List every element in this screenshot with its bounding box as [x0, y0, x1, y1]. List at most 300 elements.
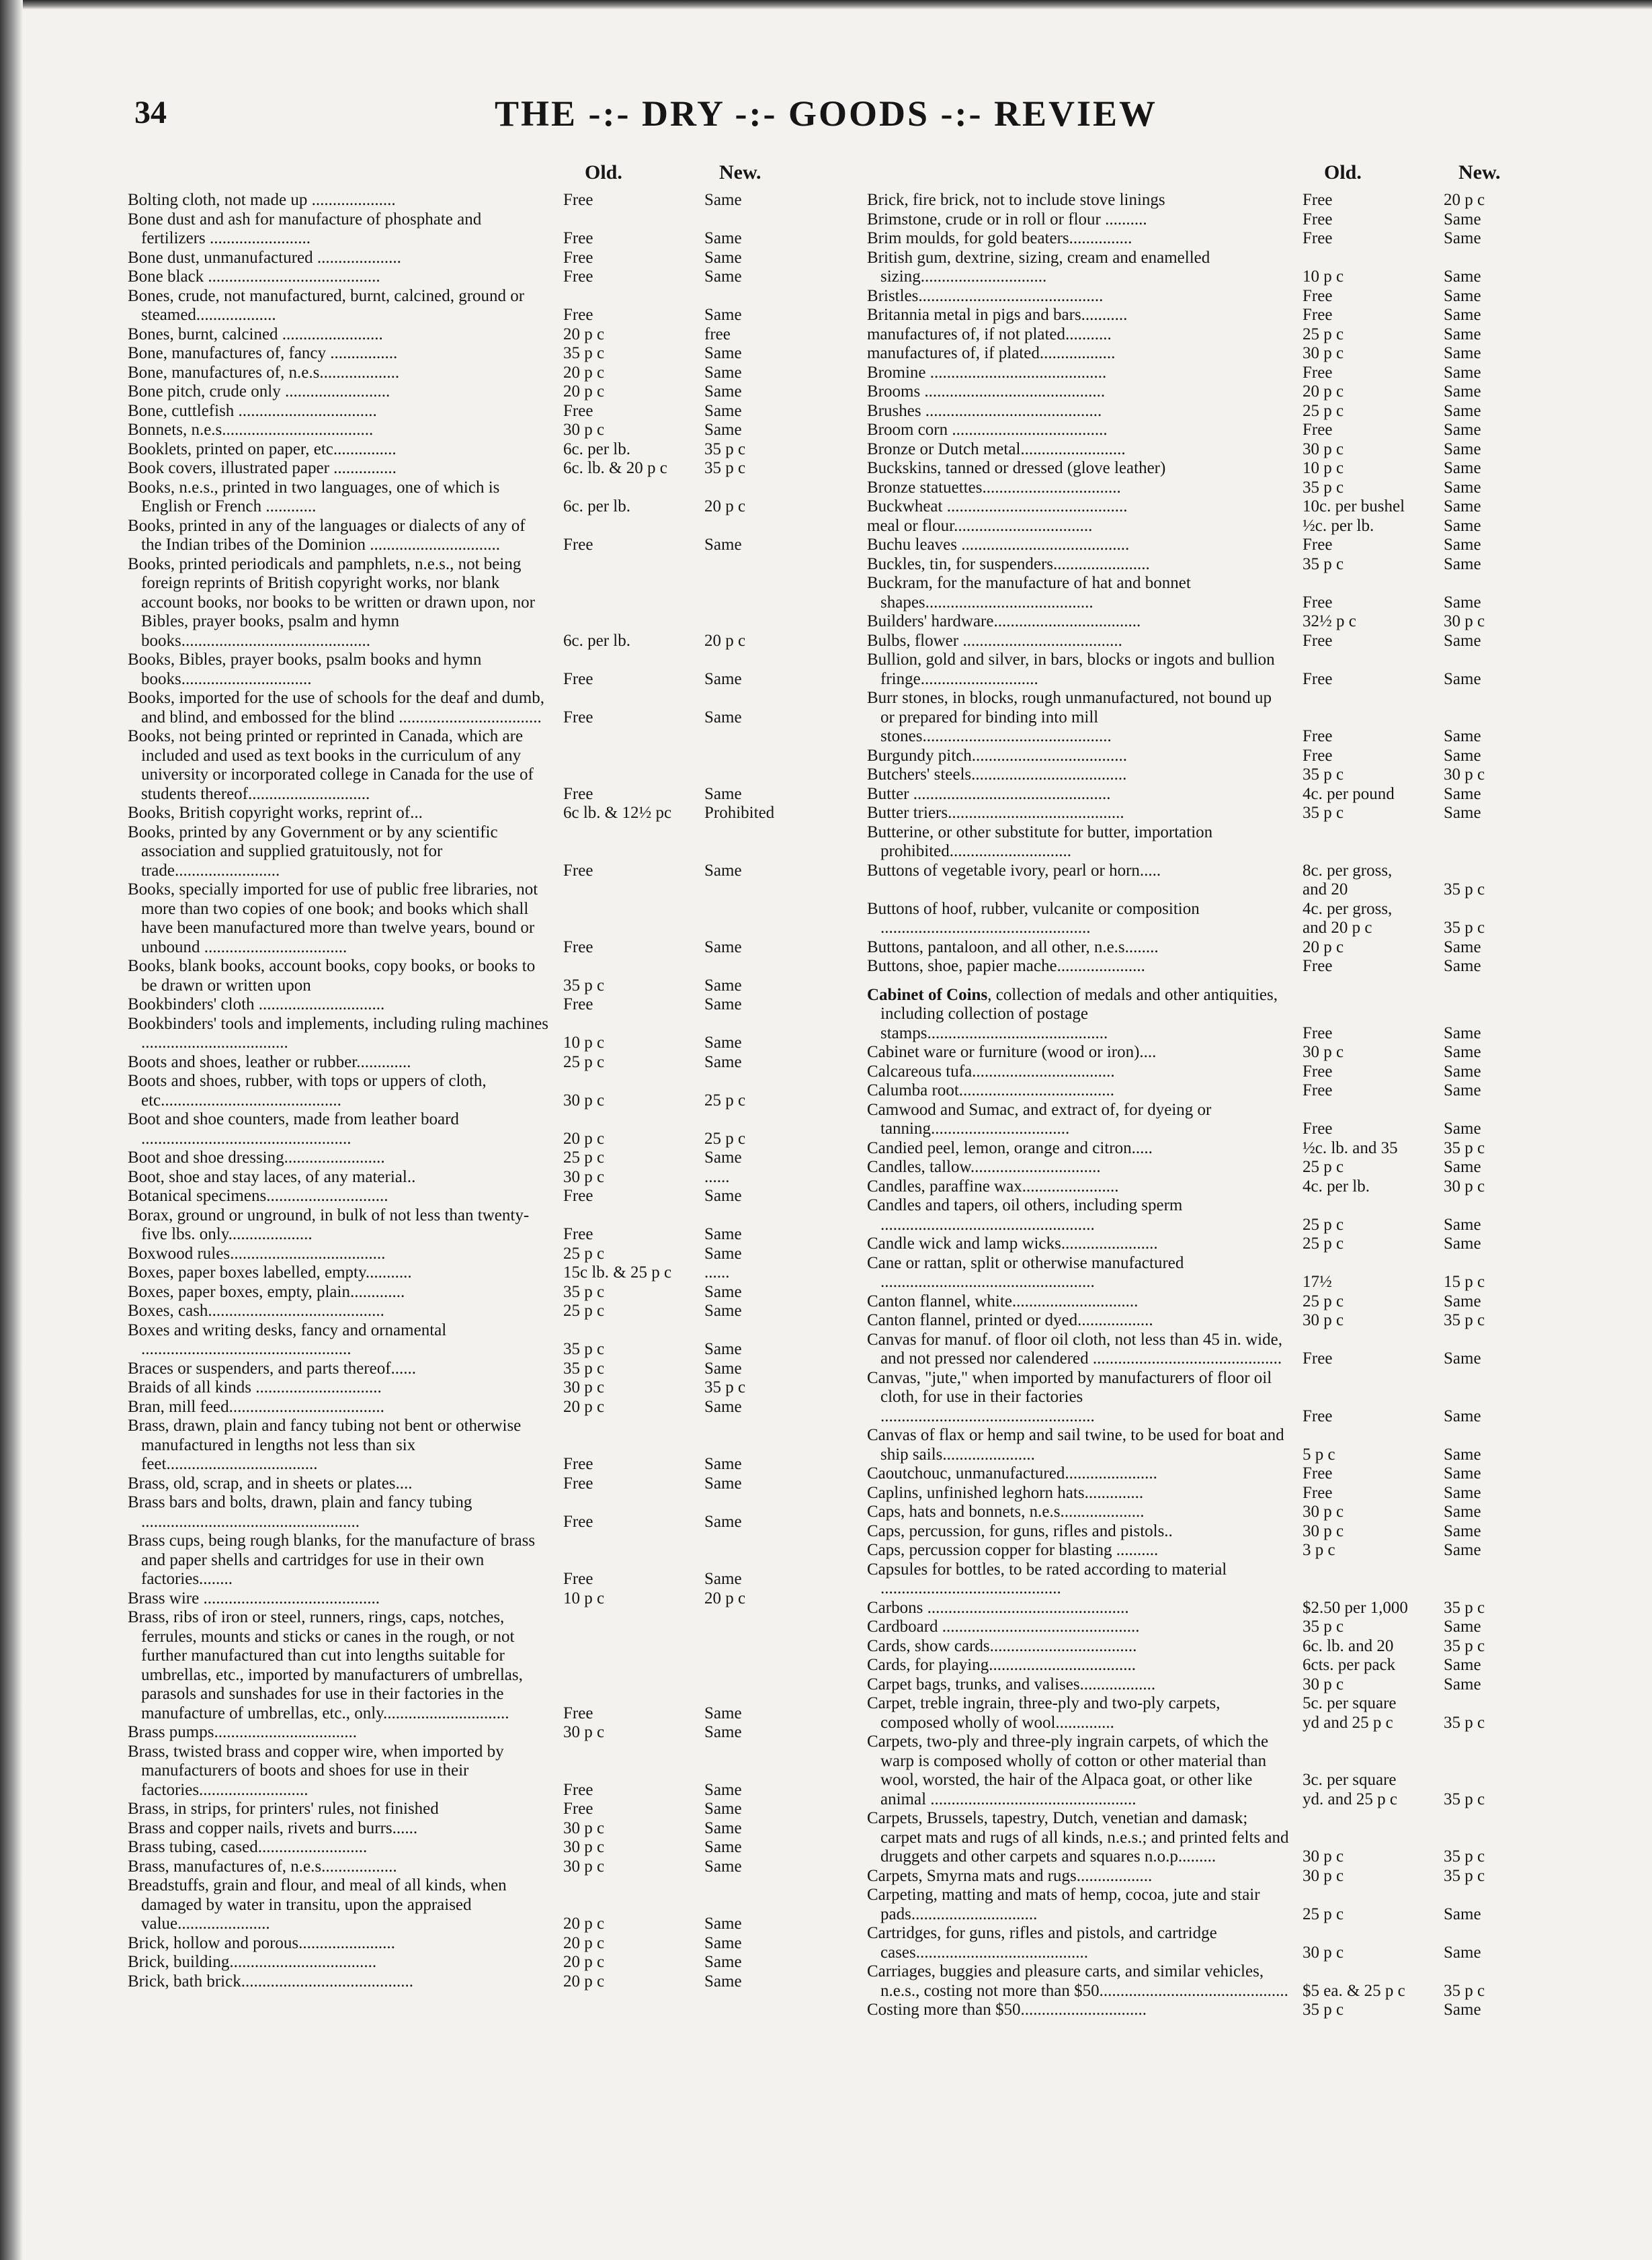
old-rate: 20 p c	[563, 325, 605, 343]
new-rate: Same	[704, 1723, 742, 1741]
old-rate: 30 p c	[1303, 1943, 1344, 1962]
tariff-row	[867, 344, 1566, 364]
new-rate: Same	[1444, 536, 1481, 554]
tariff-item-rest: , collection of medals and other antiquities, including collection of postage stamps...........................................	[880, 985, 1278, 1042]
tariff-row	[128, 1072, 827, 1110]
tariff-row	[128, 880, 827, 957]
old-rate: 20 p c	[563, 1933, 605, 1952]
tariff-item-description: Brimstone, crude or in roll or flour ..........	[867, 210, 1147, 228]
old-rate: 35 p c	[1303, 1618, 1344, 1636]
tariff-item-description: Canton flannel, white..............................	[867, 1292, 1139, 1310]
tariff-item-lead: Cabinet of Coins	[867, 985, 988, 1004]
new-rate: Same	[1444, 1905, 1481, 1923]
new-rate: Same	[704, 1187, 742, 1205]
tariff-row	[867, 1311, 1566, 1331]
new-rate: Same	[1444, 344, 1481, 362]
tariff-row	[128, 1417, 827, 1474]
tariff-row	[128, 689, 827, 727]
tariff-item-description: Canvas of flax or hemp and sail twine, to be used for boat and ship sails......................	[867, 1426, 1284, 1464]
column-header	[867, 161, 1566, 191]
tariff-row	[867, 517, 1566, 536]
tariff-row	[867, 862, 1566, 900]
tariff-row	[867, 1369, 1566, 1427]
tariff-row	[128, 1934, 827, 1954]
tariff-row	[867, 1809, 1566, 1867]
new-rate: 25 p c	[704, 1091, 746, 1110]
new-rate: Same	[704, 1800, 742, 1818]
tariff-row	[128, 517, 827, 555]
tariff-item-description: Boxwood rules.....................................	[128, 1244, 386, 1263]
new-rate: Same	[704, 1704, 742, 1722]
tariff-row	[128, 1283, 827, 1302]
tariff-row	[867, 1254, 1566, 1292]
old-rate: 35 p c	[563, 976, 605, 995]
tariff-row	[867, 249, 1566, 287]
tariff-item-description: Canton flannel, printed or dyed..................	[867, 1311, 1153, 1329]
tariff-row	[128, 1953, 827, 1972]
tariff-item-description: Bookbinders' cloth ..............................	[128, 995, 385, 1013]
tariff-item-description: Brass pumps..................................	[128, 1723, 357, 1741]
tariff-item-description: Buttons, shoe, papier mache.....................	[867, 957, 1145, 975]
tariff-item-description: Botanical specimens.............................	[128, 1187, 388, 1205]
tariff-item-description: Books, n.e.s., printed in two languages, one of which is English or French ............	[128, 478, 500, 515]
tariff-item-description: Brick, fire brick, not to include stove linings	[867, 191, 1165, 209]
old-rate: 20 p c	[563, 1953, 605, 1971]
tariff-item-description: Carpets, two-ply and three-ply ingrain carpets, of which the warp is composed wholly of cotton or other material than wool, worsted, the hair of the Alpaca goat, or other like animal .................................................	[867, 1732, 1269, 1808]
tariff-row	[867, 210, 1566, 230]
new-rate: 20 p c	[1444, 191, 1485, 209]
new-rate: 35 p c	[704, 1378, 746, 1396]
old-rate: 35 p c	[563, 1340, 605, 1358]
old-rate: 8c. per gross, and 20	[1303, 861, 1393, 898]
tariff-row	[128, 1723, 827, 1743]
tariff-row	[867, 747, 1566, 766]
tariff-item-description: Bone, cuttlefish .................................	[128, 401, 377, 420]
new-rate: Same	[1444, 1215, 1481, 1234]
old-rate: Free	[563, 1570, 593, 1588]
old-rate: 3 p c	[1303, 1541, 1335, 1559]
tariff-item-description: Carbons ................................................	[867, 1598, 1129, 1617]
new-rate: Same	[704, 229, 742, 247]
tariff-row	[867, 1292, 1566, 1312]
tariff-item-description: Boxes, paper boxes labelled, empty...........	[128, 1263, 412, 1282]
new-rate: Same	[704, 1225, 742, 1243]
tariff-item-description: Bone dust, unmanufactured ....................	[128, 248, 401, 267]
tariff-row	[128, 727, 827, 804]
old-rate: Free	[563, 669, 593, 688]
new-rate: 35 p c	[1444, 1866, 1485, 1885]
tariff-item-description: Brick, hollow and porous.......................	[128, 1933, 395, 1952]
tariff-item-description: Books, Bibles, prayer books, psalm books and hymn books...............................	[128, 651, 482, 688]
old-rate: 10 p c	[563, 1589, 605, 1607]
tariff-row	[128, 1359, 827, 1379]
new-rate: Same	[704, 1512, 742, 1531]
old-rate: Free	[1303, 229, 1333, 247]
tariff-item-description: Buttons, pantaloon, and all other, n.e.s........	[867, 937, 1159, 956]
tariff-row	[867, 1924, 1566, 1962]
old-rate: Free	[1303, 631, 1333, 650]
new-rate: Prohibited	[704, 804, 775, 822]
tariff-row	[867, 287, 1566, 306]
new-rate: Same	[704, 1340, 742, 1358]
tariff-item-description: Boot, shoe and stay laces, of any material..	[128, 1167, 416, 1186]
old-rate: Free	[1303, 1062, 1333, 1081]
tariff-item-description: Buttons of vegetable ivory, pearl or horn.....	[867, 861, 1161, 880]
tariff-item-description: Brass wire ..........................................	[128, 1589, 380, 1607]
new-rate: Same	[704, 1972, 742, 1991]
tariff-row	[867, 440, 1566, 460]
new-rate: Same	[1444, 1043, 1481, 1061]
old-rate: Free	[563, 1780, 593, 1799]
tariff-row	[867, 478, 1566, 498]
old-rate: 25 p c	[1303, 1215, 1344, 1234]
old-rate: 20 p c	[1303, 382, 1344, 401]
tariff-item-description: Bones, crude, not manufactured, burnt, calcined, ground or steamed...................	[128, 286, 525, 324]
tariff-item-description: Cards, for playing...................................	[867, 1656, 1136, 1674]
new-rate: Same	[1444, 1407, 1481, 1425]
new-rate: Same	[1444, 421, 1481, 439]
tariff-item-description: Butter triers..........................................	[867, 804, 1124, 822]
old-rate: 17½	[1303, 1273, 1332, 1291]
new-rate: Same	[704, 191, 742, 209]
tariff-item-description: Bone dust and ash for manufacture of phosphate and fertilizers ........................	[128, 210, 482, 247]
new-rate: 35 p c	[1444, 1981, 1485, 2000]
tariff-item-description: Buckskins, tanned or dressed (glove leather)	[867, 459, 1166, 477]
new-rate: Same	[1444, 1503, 1481, 1521]
old-rate: 4c. per lb.	[1303, 1177, 1370, 1196]
new-rate: 30 p c	[1444, 765, 1485, 784]
tariff-item-description: Boot and shoe dressing........................	[128, 1148, 385, 1167]
new-rate: Same	[1444, 401, 1481, 420]
old-rate: 35 p c	[1303, 478, 1344, 497]
old-rate: 6c lb. & 12½ pc	[563, 804, 672, 822]
new-rate: Same	[1444, 478, 1481, 497]
old-rate: 20 p c	[563, 363, 605, 382]
new-rate: Same	[1444, 325, 1481, 343]
tariff-row	[867, 651, 1566, 689]
new-rate: 20 p c	[704, 1589, 746, 1607]
new-rate: Same	[1444, 1675, 1481, 1693]
tariff-row	[867, 612, 1566, 632]
new-rate: Same	[1444, 363, 1481, 382]
tariff-row	[867, 1234, 1566, 1254]
new-rate: Same	[1444, 1464, 1481, 1482]
tariff-item-description: Brim moulds, for gold beaters...............	[867, 229, 1132, 247]
old-rate: 30 p c	[1303, 1311, 1344, 1329]
old-rate: 30 p c	[563, 1167, 605, 1186]
new-rate: Same	[704, 1148, 742, 1167]
new-rate: Same	[1444, 957, 1481, 975]
old-rate: 30 p c	[563, 421, 605, 439]
old-rate: $5 ea. & 25 p c	[1303, 1981, 1405, 2000]
old-rate: Free	[563, 1225, 593, 1243]
new-rate: 15 p c	[1444, 1273, 1485, 1291]
tariff-item-description: Brass and copper nails, rivets and burrs......	[128, 1818, 418, 1837]
tariff-row	[867, 1062, 1566, 1082]
tariff-row	[867, 957, 1566, 976]
tariff-row	[128, 1168, 827, 1187]
old-rate: Free	[563, 1512, 593, 1531]
old-rate: 25 p c	[563, 1244, 605, 1263]
tariff-row	[128, 995, 827, 1015]
old-rate: 4c. per pound	[1303, 784, 1395, 803]
old-rate: 20 p c	[1303, 937, 1344, 956]
tariff-item-description: Book covers, illustrated paper ...............	[128, 459, 397, 477]
old-rate: 35 p c	[1303, 554, 1344, 573]
tariff-row	[128, 421, 827, 440]
tariff-item-description: Bonnets, n.e.s....................................	[128, 421, 374, 439]
old-rate: 25 p c	[1303, 401, 1344, 420]
old-rate: Free	[563, 937, 593, 956]
tariff-column-left	[128, 161, 827, 1991]
new-rate: Same	[1444, 497, 1481, 515]
new-rate: Same	[1444, 727, 1481, 745]
new-rate: Same	[1444, 1445, 1481, 1464]
old-rate: Free	[1303, 306, 1333, 324]
old-rate: 25 p c	[1303, 1292, 1344, 1310]
tariff-item-description: Bone, manufactures of, n.e.s...................	[128, 363, 400, 382]
tariff-item-description: Bulbs, flower ......................................	[867, 631, 1122, 650]
tariff-item-description: Brass bars and bolts, drawn, plain and fancy tubing ....................................................	[128, 1493, 472, 1531]
old-rate: Free	[1303, 727, 1333, 745]
new-rate: 35 p c	[704, 459, 746, 477]
tariff-item-description: Bone black .........................................	[128, 267, 380, 286]
new-rate: Same	[704, 1818, 742, 1837]
new-rate: Same	[704, 1034, 742, 1052]
old-rate: 6cts. per pack	[1303, 1656, 1396, 1674]
old-rate: 30 p c	[563, 1378, 605, 1396]
tariff-row	[867, 900, 1566, 938]
old-rate: Free	[563, 229, 593, 247]
tariff-item-description: Buckram, for the manufacture of hat and bonnet shapes........................................	[867, 574, 1191, 612]
old-rate: 30 p c	[1303, 1043, 1344, 1061]
tariff-item-description: Brick, building...................................	[128, 1953, 377, 1971]
tariff-row	[128, 249, 827, 268]
old-rate: Free	[563, 248, 593, 267]
tariff-row	[128, 1532, 827, 1589]
old-rate: 10c. per bushel	[1303, 497, 1405, 515]
tariff-item-description: Camwood and Sumac, and extract of, for dyeing or tanning.................................	[867, 1100, 1212, 1138]
old-rate: 20 p c	[563, 382, 605, 401]
new-rate: Same	[704, 1474, 742, 1493]
tariff-item-description: Candied peel, lemon, orange and citron.....	[867, 1138, 1153, 1157]
tariff-item-description: Boot and shoe counters, made from leather board ..................................................	[128, 1110, 459, 1148]
tariff-item-description: manufactures of, if not plated...........	[867, 325, 1112, 343]
tariff-item-description: Brushes ..........................................	[867, 401, 1102, 420]
tariff-item-description: Bromine ..........................................	[867, 363, 1107, 382]
tariff-row	[867, 229, 1566, 249]
old-rate: Free	[563, 995, 593, 1013]
tariff-row	[867, 1081, 1566, 1101]
tariff-item-description: Caps, percussion, for guns, rifles and pistols..	[867, 1521, 1173, 1540]
old-rate: Free	[563, 708, 593, 726]
tariff-item-description: Broom corn .....................................	[867, 421, 1108, 439]
tariff-item-description: Carpet, treble ingrain, three-ply and two-ply carpets, composed wholly of wool..............	[867, 1694, 1221, 1732]
tariff-item-description: Brass, ribs of iron or steel, runners, rings, caps, notches, ferrules, mounts and sticks or canes in the rough, or not further manufactured than cut into lengths suitable for umbrellas, etc., imported by manufacturers of umbrellas, parasols and sunshades for use in their factories in the manufacture of umbrellas, etc., only..............................	[128, 1608, 523, 1722]
old-rate: 35 p c	[1303, 765, 1344, 784]
new-rate: Same	[1444, 784, 1481, 803]
old-rate: 20 p c	[563, 1129, 605, 1148]
tariff-item-description: Books, printed by any Government or by any scientific association and supplied gratuitously, not for trade.........................	[128, 823, 498, 880]
tariff-item-description: British gum, dextrine, sizing, cream and enamelled sizing..............................	[867, 248, 1210, 286]
new-rate: Same	[1444, 1292, 1481, 1310]
old-rate: Free	[1303, 1081, 1333, 1099]
new-rate: Same	[704, 1953, 742, 1971]
tariff-row	[867, 1541, 1566, 1560]
tariff-row	[128, 1110, 827, 1148]
old-rate: ½c. per lb.	[1303, 516, 1374, 535]
old-rate: Free	[1303, 210, 1333, 228]
new-rate: 35 p c	[1444, 919, 1485, 937]
tariff-row	[867, 306, 1566, 325]
tariff-row	[128, 1493, 827, 1532]
old-rate: ½c. lb. and 35	[1303, 1138, 1398, 1157]
new-rate: Same	[704, 1052, 742, 1071]
new-rate: Same	[1444, 1158, 1481, 1176]
new-rate: 35 p c	[1444, 1790, 1485, 1808]
new-rate: Same	[1444, 306, 1481, 324]
new-rate-header: New.	[719, 161, 761, 183]
tariff-row	[128, 191, 827, 210]
tariff-item-description: Brooms ...........................................	[867, 382, 1106, 401]
old-rate: 5c. per square yd and 25 p c	[1303, 1694, 1397, 1732]
new-rate: Same	[1444, 267, 1481, 286]
old-rate: 30 p c	[1303, 1866, 1344, 1885]
new-rate: Same	[704, 1455, 742, 1473]
tariff-row	[867, 402, 1566, 421]
old-rate: 35 p c	[563, 344, 605, 362]
tariff-row	[128, 1302, 827, 1321]
new-rate: Same	[1444, 210, 1481, 228]
new-rate: Same	[1444, 937, 1481, 956]
old-rate: Free	[1303, 1120, 1333, 1138]
old-rate: 30 p c	[563, 1818, 605, 1837]
tariff-item-description: Bronze or Dutch metal.........................	[867, 440, 1126, 458]
tariff-row	[867, 382, 1566, 402]
new-rate: Same	[1444, 1618, 1481, 1636]
tariff-row	[128, 364, 827, 383]
new-rate: Same	[1444, 746, 1481, 765]
tariff-item-description: Candles and tapers, oil others, including sperm ...................................................	[867, 1196, 1183, 1234]
tariff-item-description: Buckwheat ...........................................	[867, 497, 1128, 515]
tariff-item-description	[867, 986, 1297, 1044]
tariff-list-right	[867, 191, 1566, 2020]
new-rate: Same	[1444, 229, 1481, 247]
old-rate: 10 p c	[563, 1034, 605, 1052]
tariff-row	[128, 1838, 827, 1857]
old-rate: Free	[563, 536, 593, 554]
new-rate: Same	[1444, 1656, 1481, 1674]
new-rate: Same	[704, 1838, 742, 1856]
new-rate: 20 p c	[704, 497, 746, 515]
new-rate: 20 p c	[704, 631, 746, 650]
tariff-row	[867, 1503, 1566, 1522]
tariff-row	[867, 1158, 1566, 1177]
old-rate: 10 p c	[1303, 267, 1344, 286]
old-rate: 30 p c	[1303, 1503, 1344, 1521]
tariff-item-description: Borax, ground or unground, in bulk of not less than twenty-five lbs. only....................	[128, 1206, 530, 1243]
old-rate: 5 p c	[1303, 1445, 1335, 1464]
new-rate: Same	[704, 995, 742, 1013]
new-rate: Same	[1444, 1062, 1481, 1081]
tariff-row	[867, 1522, 1566, 1542]
old-rate: Free	[563, 1704, 593, 1722]
column-header	[128, 161, 827, 191]
new-rate: Same	[1444, 1349, 1481, 1368]
new-rate: Same	[704, 784, 742, 803]
new-rate: Same	[704, 363, 742, 382]
new-rate: Same	[1444, 669, 1481, 688]
old-rate: Free	[563, 306, 593, 324]
tariff-column-right	[867, 161, 1566, 2020]
old-rate: Free	[563, 191, 593, 209]
tariff-item-description: Cabinet ware or furniture (wood or iron)....	[867, 1043, 1157, 1061]
tariff-row	[867, 1962, 1566, 2001]
tariff-item-description: Boots and shoes, rubber, with tops or uppers of cloth, etc...........................................	[128, 1072, 487, 1110]
tariff-item-description: Boots and shoes, leather or rubber.............	[128, 1052, 411, 1071]
new-rate: Same	[704, 1302, 742, 1320]
tariff-item-description: Buttons of hoof, rubber, vulcanite or composition ..................................................	[867, 899, 1200, 937]
tariff-row	[867, 574, 1566, 612]
new-rate: Same	[1444, 1541, 1481, 1559]
new-rate: Same	[704, 976, 742, 995]
old-rate: Free	[1303, 1464, 1333, 1482]
new-rate: free	[704, 325, 731, 343]
new-rate: Same	[704, 421, 742, 439]
tariff-item-description: Buchu leaves ........................................	[867, 536, 1130, 554]
old-rate: 30 p c	[1303, 440, 1344, 458]
tariff-item-description: Bullion, gold and silver, in bars, blocks or ingots and bullion fringe............................	[867, 651, 1275, 688]
tariff-row	[128, 1589, 827, 1609]
old-rate: 25 p c	[563, 1148, 605, 1167]
old-rate: Free	[563, 1474, 593, 1493]
tariff-row	[128, 555, 827, 651]
tariff-row	[867, 785, 1566, 804]
tariff-row	[867, 1043, 1566, 1062]
tariff-row	[128, 344, 827, 364]
old-rate: Free	[1303, 669, 1333, 688]
new-rate: Same	[1444, 554, 1481, 573]
old-rate: 6c. lb. & 20 p c	[563, 459, 667, 477]
tariff-item-description: Burgundy pitch.....................................	[867, 746, 1128, 765]
tariff-item-description: Books, printed in any of the languages or dialects of any of the Indian tribes of the Dominion ...............................	[128, 516, 526, 554]
page-number: 34	[134, 95, 167, 130]
new-rate: Same	[1444, 631, 1481, 650]
new-rate: Same	[704, 1857, 742, 1876]
tariff-row	[128, 1148, 827, 1168]
old-rate: Free	[1303, 957, 1333, 975]
old-rate: Free	[563, 784, 593, 803]
tariff-item-description: Bran, mill feed.....................................	[128, 1397, 384, 1416]
old-rate: 10 p c	[1303, 459, 1344, 477]
tariff-item-description: Books, printed periodicals and pamphlets, n.e.s., not being foreign reprints of British copyright works, nor blank account books, nor books to be written or drawn upon, nor Bibles, prayer books, psalm and hymn books.............................................	[128, 554, 535, 650]
old-rate: 6c. per lb.	[563, 440, 630, 458]
tariff-row	[867, 459, 1566, 478]
new-rate: Same	[1444, 1521, 1481, 1540]
tariff-item-description: Caps, hats and bonnets, n.e.s....................	[867, 1503, 1145, 1521]
tariff-item-description: Calumba root.....................................	[867, 1081, 1115, 1099]
old-rate: 4c. per gross, and 20 p c	[1303, 899, 1393, 937]
tariff-row	[867, 364, 1566, 383]
tariff-row	[128, 1474, 827, 1494]
tariff-row	[128, 1053, 827, 1073]
tariff-item-description: Books, blank books, account books, copy books, or books to be drawn or written upon	[128, 957, 536, 995]
new-rate: Same	[704, 669, 742, 688]
tariff-row	[867, 1331, 1566, 1369]
new-rate: Same	[1444, 1120, 1481, 1138]
tariff-item-description: Brass, old, scrap, and in sheets or plates....	[128, 1474, 413, 1493]
tariff-item-description: Builders' hardware...................................	[867, 612, 1141, 630]
